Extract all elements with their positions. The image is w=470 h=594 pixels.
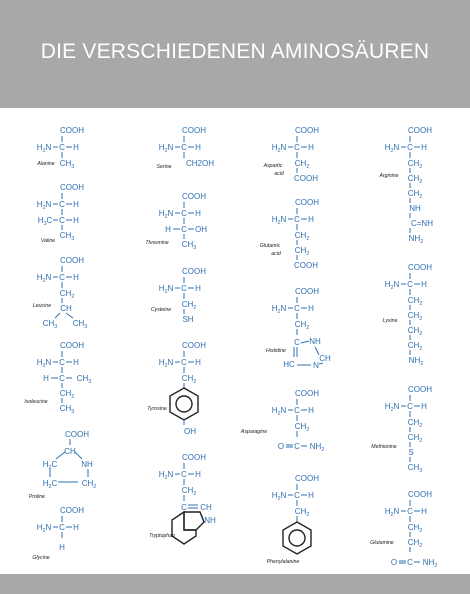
label-proline: Proline — [28, 494, 46, 500]
atom-h3c: $H_3C$ — [37, 216, 53, 227]
atom-h2n: $H_2N$ — [271, 304, 287, 315]
atom-c: C — [59, 273, 65, 282]
atom-ch3: $CH_3$ — [59, 404, 75, 415]
atom-nh: NH — [204, 516, 216, 525]
atom-h: H — [421, 280, 427, 289]
atom-c: C — [294, 491, 300, 500]
label-histidine: Histidine — [266, 348, 286, 354]
atom-c: C — [181, 358, 187, 367]
atom-ch2: $CH_2$ — [407, 326, 423, 337]
atom-ch2: $CH_2$ — [407, 159, 423, 170]
atom-cooh: COOH — [60, 341, 84, 350]
atom-ch2: $CH_2$ — [294, 159, 310, 170]
atom-nh2: $NH_2$ — [408, 356, 424, 367]
atom-cooh: COOH — [182, 341, 206, 350]
atom-nh: NH — [409, 204, 421, 213]
atom-h2n: $H_2N$ — [384, 507, 400, 518]
atom-c_eq_nh: C=NH — [410, 219, 434, 228]
atom-h2n: $H_2N$ — [271, 143, 287, 154]
label-lysine: Lysine — [382, 318, 398, 324]
atom-h2n: $H_2N$ — [36, 358, 52, 369]
atom-o: O — [390, 558, 398, 567]
atom-cooh: COOH — [294, 174, 318, 183]
tryptophan-benzene — [172, 512, 196, 544]
atom-nh: NH — [81, 460, 93, 469]
atom-ch: CH — [60, 304, 72, 313]
atom-oh: OH — [184, 427, 196, 436]
atom-h: H — [73, 358, 79, 367]
atom-nh2: $NH_2$ — [408, 234, 424, 245]
atom-cooh: COOH — [60, 506, 84, 515]
label-methionine: Methionine — [371, 444, 397, 450]
atom-c: C — [59, 358, 65, 367]
atom-ch: CH — [319, 354, 331, 363]
label-glutamic-2: acid — [271, 251, 281, 257]
atom-ch2: $CH_2$ — [294, 246, 310, 257]
label-threonine: Threonine — [145, 240, 169, 246]
atom-c: C — [294, 338, 300, 347]
atom-ch: CH — [64, 447, 76, 456]
atom-c: C — [294, 406, 300, 415]
atom-cooh: COOH — [60, 183, 84, 192]
atom-c: C — [181, 284, 187, 293]
atom-ch3: $CH_3$ — [59, 159, 75, 170]
atom-c: C — [181, 209, 187, 218]
atom-sh: SH — [182, 315, 194, 324]
label-asparagine: Asparagine — [240, 429, 268, 435]
atom-cooh: COOH — [295, 474, 319, 483]
atom-h: H — [308, 215, 314, 224]
label-tyrosine: Tyrosine — [147, 406, 167, 412]
atom-cooh: COOH — [182, 453, 206, 462]
atom-h: H — [421, 143, 427, 152]
atom-o: O — [277, 442, 285, 451]
atom-ch2: $CH_2$ — [407, 538, 423, 549]
label-aspartic-2: acid — [274, 171, 284, 177]
atom-h2n: $H_2N$ — [271, 215, 287, 226]
atom-ch2: $CH_2$ — [181, 300, 197, 311]
atom-cooh: COOH — [182, 126, 206, 135]
atom-h2n: $H_2N$ — [36, 273, 52, 284]
atom-c: C — [59, 523, 65, 532]
atom-oh: OH — [195, 225, 207, 234]
atom-nh: NH — [309, 337, 321, 346]
atom-ch3: $CH_3$ — [76, 374, 92, 385]
atom-nh2: $NH_2$ — [422, 558, 438, 569]
atom-h2n: $H_2N$ — [36, 200, 52, 211]
atom-c: C — [59, 143, 65, 152]
label-phenylalanine: Phenylalanine — [266, 559, 300, 565]
atom-ch3: $CH_3$ — [181, 240, 197, 251]
atom-ch2: $CH_2$ — [181, 374, 197, 385]
atom-c: C — [294, 304, 300, 313]
atom-cooh: COOH — [182, 192, 206, 201]
tyrosine-ring — [170, 388, 198, 420]
atom-cooh: COOH — [295, 126, 319, 135]
atom-ch2: $CH_2$ — [294, 507, 310, 518]
atom-ch2: $CH_2$ — [294, 422, 310, 433]
atom-c: C — [59, 374, 65, 383]
label-glutamic-1: Glutamic — [259, 243, 281, 249]
atom-h2n: $H_2N$ — [384, 280, 400, 291]
atom-ch2: $CH_2$ — [407, 174, 423, 185]
page-title: DIE VERSCHIEDENEN AMINOSÄUREN — [40, 40, 430, 63]
atom-n: N — [313, 361, 319, 370]
atom-c: C — [181, 143, 187, 152]
atom-c: C — [407, 558, 413, 567]
atom-ch: CH — [200, 503, 212, 512]
atom-c: C — [181, 225, 187, 234]
atom-h: H — [195, 209, 201, 218]
atom-cooh: COOH — [65, 430, 89, 439]
atom-ch2: $CH_2$ — [294, 320, 310, 331]
atom-h2n: $H_2N$ — [158, 209, 174, 220]
label-glycine: Glycine — [32, 555, 50, 561]
phenylalanine-ring-inner — [289, 530, 305, 546]
atom-cooh: COOH — [408, 385, 432, 394]
atom-ch2: $CH_2$ — [407, 311, 423, 322]
atom-cooh: COOH — [60, 256, 84, 265]
atom-ch2oh: CH2OH — [185, 159, 215, 168]
atom-h: H — [165, 225, 171, 234]
tryptophan-pyrrole — [184, 512, 204, 530]
atom-hc: HC — [283, 360, 295, 369]
atom-ch2: $CH_2$ — [407, 523, 423, 534]
atom-h2n: $H_2N$ — [36, 523, 52, 534]
atom-c: C — [294, 442, 300, 451]
atom-c: C — [294, 143, 300, 152]
atom-h2n: $H_2N$ — [158, 470, 174, 481]
atom-c: C — [407, 280, 413, 289]
atom-ch2: $CH_2$ — [407, 433, 423, 444]
atom-h: H — [308, 304, 314, 313]
atom-ch3: $CH_3$ — [72, 319, 88, 330]
atom-ch2: $CH_2$ — [59, 289, 75, 300]
atom-cooh: COOH — [295, 389, 319, 398]
atom-ch3: $CH_3$ — [407, 463, 423, 474]
atom-h: H — [195, 143, 201, 152]
atom-s: S — [408, 448, 414, 457]
atom-ch2: $CH_2$ — [407, 418, 423, 429]
atom-ch2: $CH_2$ — [181, 486, 197, 497]
atom-h: H — [73, 523, 79, 532]
atom-h: H — [59, 543, 65, 552]
label-valine: Valine — [40, 238, 56, 244]
atom-h: H — [421, 507, 427, 516]
atom-h2n: $H_2N$ — [158, 284, 174, 295]
atom-c: C — [181, 470, 187, 479]
atom-h2n: $H_2N$ — [158, 143, 174, 154]
atom-h2n: $H_2N$ — [271, 406, 287, 417]
atom-h2n: $H_2N$ — [271, 491, 287, 502]
atom-h: H — [195, 470, 201, 479]
atom-cooh: COOH — [60, 126, 84, 135]
atom-h: H — [421, 402, 427, 411]
atom-c: C — [407, 143, 413, 152]
atom-h: H — [195, 284, 201, 293]
atom-h: H — [308, 491, 314, 500]
atom-h: H — [308, 143, 314, 152]
atom-ch2: $CH_2$ — [294, 231, 310, 242]
label-serine: Serine — [156, 164, 172, 170]
atom-cooh: COOH — [294, 261, 318, 270]
label-isoleucine: Isoleucine — [24, 399, 48, 405]
atom-h2n: $H_2N$ — [36, 143, 52, 154]
atom-h2n: $H_2N$ — [384, 402, 400, 413]
label-cysteine: Cysteine — [150, 307, 172, 313]
atom-ch2: $CH_2$ — [407, 341, 423, 352]
label-glutamine: Glutamine — [370, 540, 394, 546]
atom-h: H — [195, 358, 201, 367]
atom-h: H — [308, 406, 314, 415]
phenylalanine-ring — [283, 522, 311, 554]
atom-ch2: $CH_2$ — [407, 189, 423, 200]
atom-ch3: $CH_3$ — [42, 319, 58, 330]
atom-cooh: COOH — [295, 287, 319, 296]
tyrosine-ring-inner — [176, 396, 192, 412]
atom-ch2: $CH_2$ — [59, 389, 75, 400]
atom-c: C — [181, 503, 187, 512]
label-tryptophan: Tryptophan — [149, 533, 175, 539]
atom-c: C — [59, 216, 65, 225]
atom-h: H — [43, 374, 49, 383]
atom-cooh: COOH — [408, 490, 432, 499]
label-alanine: Alanine — [37, 161, 55, 167]
atom-c: C — [407, 507, 413, 516]
label-leucine: Leucine — [32, 303, 52, 309]
atom-c: C — [59, 200, 65, 209]
atom-h: H — [73, 216, 79, 225]
atom-cooh: COOH — [408, 126, 432, 135]
atom-cooh: COOH — [182, 267, 206, 276]
atom-h: H — [73, 143, 79, 152]
atom-nh2: $NH_2$ — [309, 442, 325, 453]
atom-cooh: COOH — [295, 198, 319, 207]
atom-h: H — [73, 273, 79, 282]
atom-cooh: COOH — [408, 263, 432, 272]
atom-h2n: $H_2N$ — [158, 358, 174, 369]
atom-ch3: $CH_3$ — [59, 231, 75, 242]
atom-h2n: $H_2N$ — [384, 143, 400, 154]
atom-h2c: $H_2C$ — [42, 460, 58, 471]
label-aspartic-1: Aspartic — [263, 163, 283, 169]
atom-c: C — [407, 402, 413, 411]
atom-h2c: $H_2C$ — [42, 479, 58, 490]
atom-ch2: $CH_2$ — [407, 296, 423, 307]
label-arginine: Arginine — [379, 173, 399, 179]
atom-ch2: $CH_2$ — [81, 479, 97, 490]
atom-c: C — [294, 215, 300, 224]
atom-h: H — [73, 200, 79, 209]
